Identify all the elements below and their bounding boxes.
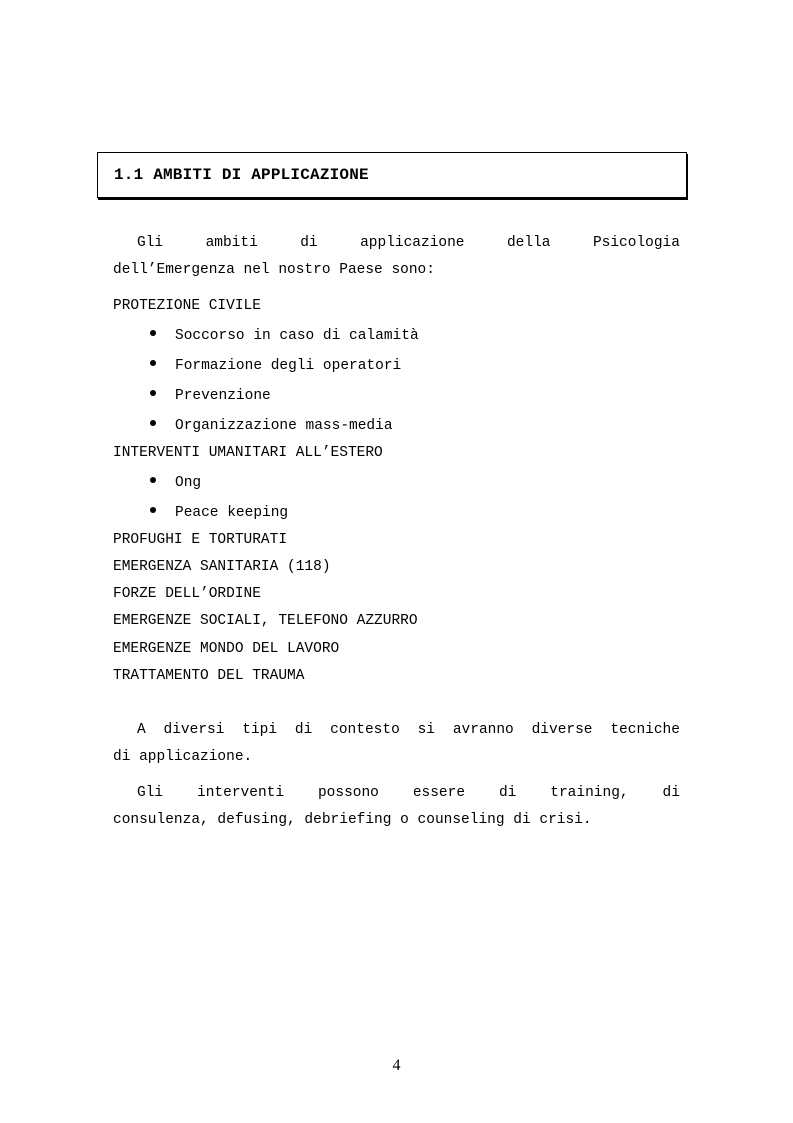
section-profughi: PROFUGHI E TORTURATI [113, 532, 288, 548]
page-number: 4 [392, 1057, 401, 1074]
list-item: Prevenzione [150, 388, 271, 404]
word: diverse [531, 722, 593, 738]
word: A [137, 722, 146, 738]
word: tecniche [610, 722, 680, 738]
section-forze-ordine: FORZE DELL’ORDINE [113, 586, 261, 602]
word: training, [550, 785, 629, 801]
bullet-icon [150, 505, 175, 521]
list-item: Formazione degli operatori [150, 358, 401, 374]
section-heading: 1.1 AMBITI DI APPLICAZIONE [114, 166, 369, 184]
section-heading-box [97, 152, 687, 198]
word: interventi [197, 785, 285, 801]
paragraph-3 [113, 780, 680, 834]
word: contesto [330, 722, 400, 738]
list-item: Ong [150, 475, 201, 491]
intro-paragraph [113, 230, 680, 284]
word: tipi [242, 722, 278, 738]
word: Gli [137, 785, 164, 801]
word: di [300, 235, 318, 251]
section-emergenza-sanitaria: EMERGENZA SANITARIA (118) [113, 559, 331, 575]
word: ambiti [205, 235, 258, 251]
para3-line-1 [113, 780, 680, 807]
section-emergenze-sociali: EMERGENZE SOCIALI, TELEFONO AZZURRO [113, 613, 418, 629]
list-item: Peace keeping [150, 505, 288, 521]
word: Psicologia [592, 235, 680, 251]
section-trauma: TRATTAMENTO DEL TRAUMA [113, 668, 305, 684]
word: di [662, 785, 680, 801]
section-interventi-umanitari: INTERVENTI UMANITARI ALL’ESTERO [113, 445, 383, 461]
intro-line-2: dell’Emergenza nel nostro Paese sono: [113, 262, 435, 278]
list-item: Soccorso in caso di calamità [150, 328, 419, 344]
word: Gli [137, 235, 164, 251]
para3-line-2: consulenza, defusing, debriefing o counseling di crisi. [113, 812, 592, 828]
word: essere [412, 785, 466, 801]
word: di [498, 785, 517, 801]
word: possono [317, 785, 379, 801]
bullet-icon [150, 328, 175, 344]
bullet-icon [150, 388, 175, 404]
word: di [294, 722, 313, 738]
word: della [506, 235, 551, 251]
bullet-icon [150, 358, 175, 374]
bullet-icon [150, 418, 175, 434]
word: avranno [452, 722, 514, 738]
bullet-icon [150, 475, 175, 491]
paragraph-2 [113, 717, 680, 771]
section-protezione-civile: PROTEZIONE CIVILE [113, 298, 261, 314]
para2-line-1 [113, 717, 680, 744]
list-item: Organizzazione mass-media [150, 418, 393, 434]
intro-line-1 [113, 230, 680, 257]
word: diversi [163, 722, 225, 738]
word: si [417, 722, 436, 738]
para2-line-2: di applicazione. [113, 749, 253, 765]
section-mondo-lavoro: EMERGENZE MONDO DEL LAVORO [113, 641, 340, 657]
word: applicazione [360, 235, 465, 251]
